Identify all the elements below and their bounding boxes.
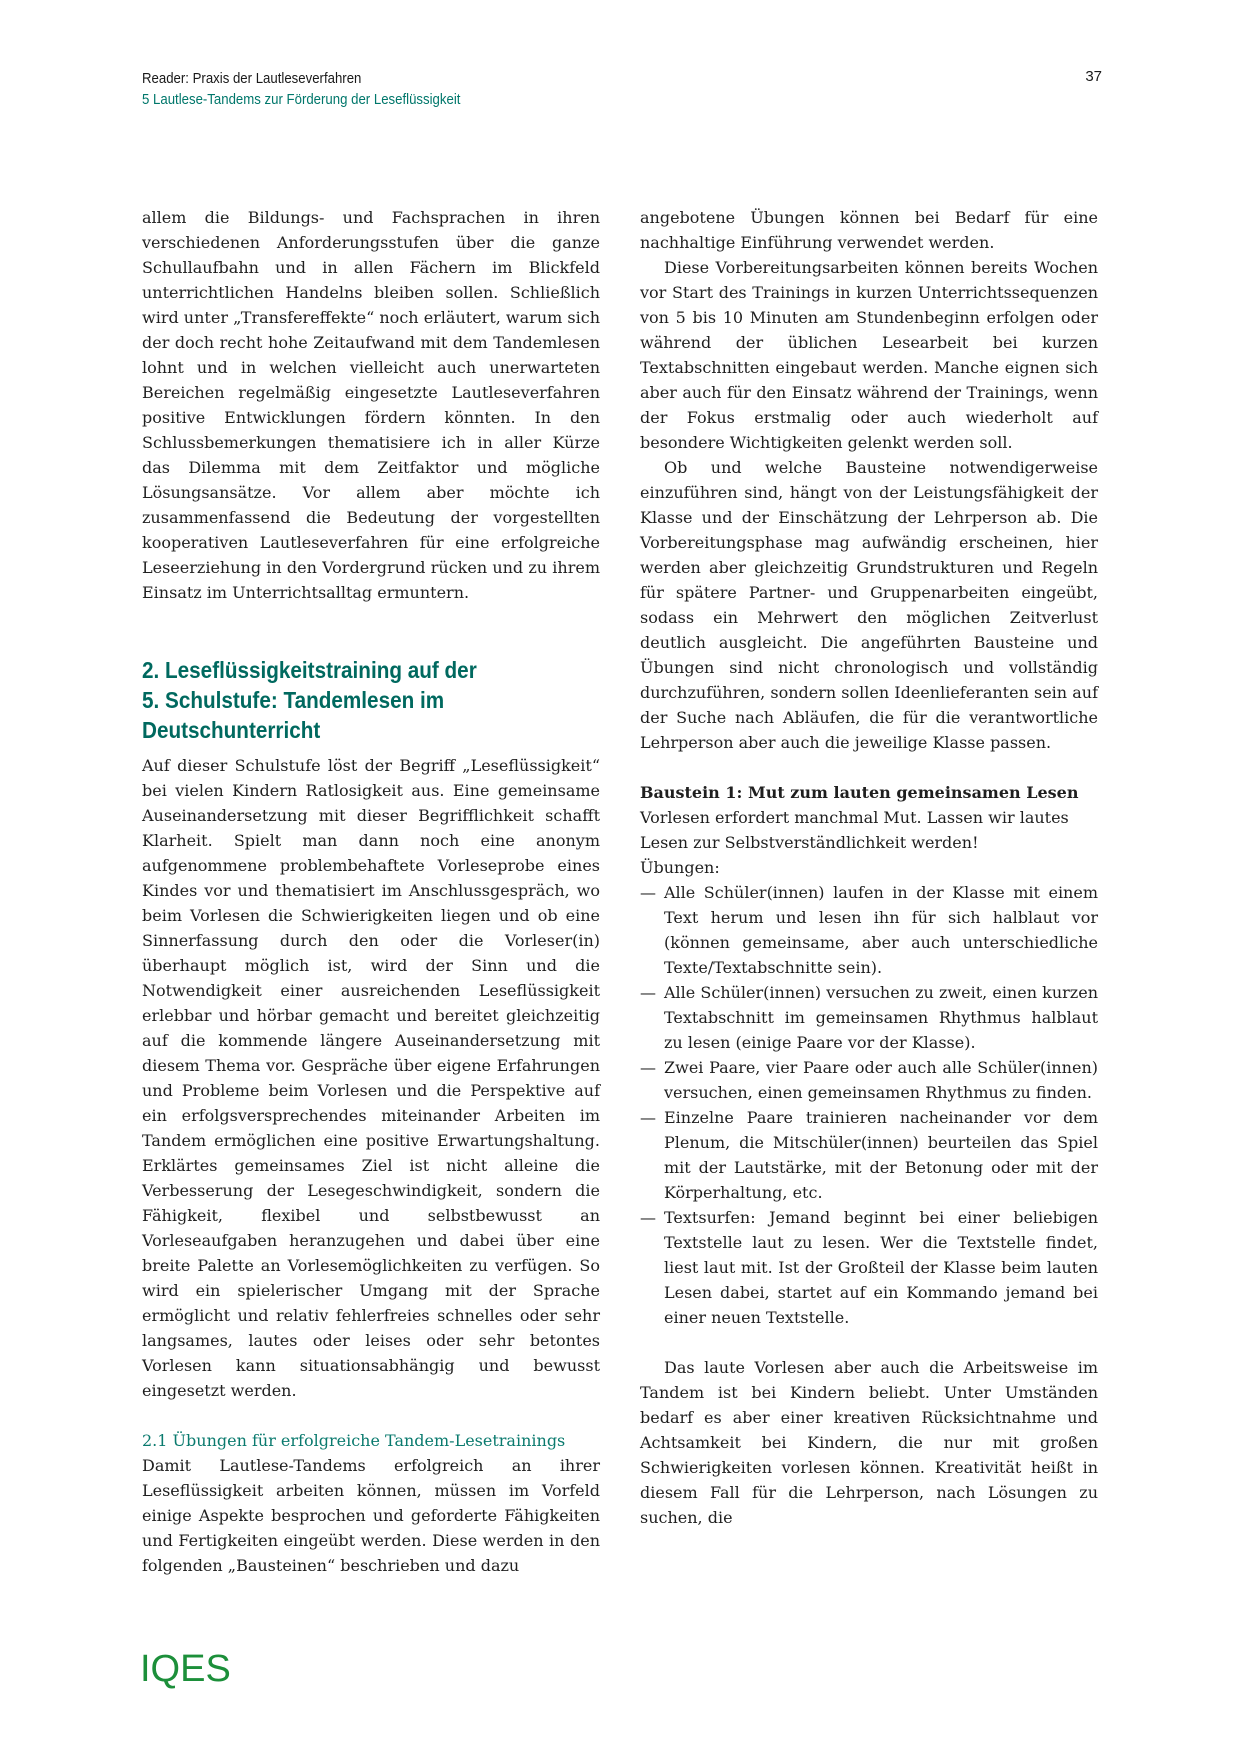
running-head-title: Reader: Praxis der Lautleseverfahren xyxy=(142,70,362,87)
subsection-heading: 2.1 Übungen für erfolgreiche Tandem-Lesetrainings xyxy=(142,1431,566,1450)
section-heading-line: 2. Leseflüssigkeitstraining auf der xyxy=(142,657,477,683)
intro-paragraph: allem die Bildungs- und Fachsprachen in ihren verschiedenen Anforderungsstufen über die ganze Schullaufbahn und in allen Fächern im Blickfeld unterrichtlichen Handelns bleiben sollen. Schließlich wird unter „Transfereffekte“ noch erläutert, warum sich der doch recht hohe Zeitaufwand mit dem Tandemlesen lohnt und in welchen vielleicht auch unerwarteten Bereichen regelmäßig eingesetzte Lautleseverfahren positive Entwicklungen fördern könnten. In den Schlussbemerkungen thematisiere ich in aller Kürze das Dilemma mit dem Zeitfaktor und mögliche Lösungsansätze. Vor allem aber möchte ich zusammenfassend die Bedeutung der vorgestellten kooperativen Lautleseverfahren für eine erfolgreiche Leseerziehung in den Vordergrund rücken und zu ihrem Einsatz im Unterrichtsalltag ermuntern. xyxy=(142,208,600,602)
exercises-label: Übungen: xyxy=(640,858,720,877)
spacer xyxy=(640,1330,1098,1355)
left-column xyxy=(142,205,600,1578)
closing-paragraph: Das laute Vorlesen aber auch die Arbeitsweise im Tandem ist bei Kindern beliebt. Unter Umständen bedarf es aber einer kreativen Rücksichtnahme und Achtsamkeit bei Kindern, die nur mit großen Schwierigkeiten vorlesen können. Kreativität heißt in diesem Fall für die Lehrperson, nach Lösungen zu suchen, die xyxy=(640,1358,1098,1527)
iqes-logo: IQES xyxy=(140,1648,231,1690)
right-column xyxy=(640,205,1098,1530)
list-item: — Alle Schüler(innen) laufen in der Klasse mit einem Text herum und lesen ihn für sich halblaut vor (können gemeinsame, aber auch unterschiedliche Texte/Textabschnitte sein). xyxy=(640,880,1098,980)
running-head-chapter: 5 Lautlese-Tandems zur Förderung der Leseflüssigkeit xyxy=(142,91,461,108)
block-heading: Baustein 1: Mut zum lauten gemeinsamen Lesen xyxy=(640,783,1079,802)
section-heading-line: Deutschunterricht xyxy=(142,717,321,743)
section-heading-line: 5. Schulstufe: Tandemlesen im xyxy=(142,687,445,713)
block-intro: Vorlesen erfordert manchmal Mut. Lassen wir lautes Lesen zur Selbstverständlichkeit werden! xyxy=(640,808,1069,852)
body-paragraph: Ob und welche Bausteine notwendigerweise einzuführen sind, hängt von der Leistungsfähigkeit der Klasse und der Einschätzung der Lehrperson ab. Die Vorbereitungsphase mag aufwändig erscheinen, hier werden aber gleichzeitig Grundstrukturen und Regeln für spätere Partner- und Gruppenarbeiten eingeübt, sodass ein Mehrwert den möglichen Zeitverlust deutlich ausgleicht. Die angeführten Bausteine und Übungen sind nicht chronologisch und vollständig durchzuführen, sondern sollen Ideenlieferanten sein auf der Suche nach Abläufen, die für die verantwortliche Lehrperson aber auch die jeweilige Klasse passen. xyxy=(640,458,1098,752)
continuation-paragraph: angebotene Übungen können bei Bedarf für eine nachhaltige Einführung verwendet werden. xyxy=(640,208,1098,252)
list-item: — Textsurfen: Jemand beginnt bei einer beliebigen Textstelle laut zu lesen. Wer die Textstelle findet, liest laut mit. Ist der Großteil der Klasse beim lauten Lesen dabei, startet auf ein Kommando jemand bei einer neuen Textstelle. xyxy=(640,1205,1098,1330)
list-item: — Einzelne Paare trainieren nacheinander vor dem Plenum, die Mitschüler(innen) beurteilen das Spiel mit der Lautstärke, mit der Betonung oder mit der Körperhaltung, etc. xyxy=(640,1105,1098,1205)
section-paragraph: Auf dieser Schulstufe löst der Begriff „Leseflüssigkeit“ bei vielen Kindern Ratlosigkeit aus. Eine gemeinsame Auseinandersetzung mit dieser Begrifflichkeit schafft Klarheit. Spielt man dann noch eine anonym aufgenommene problembehaftete Vorleseprobe eines Kindes vor und thematisiert im Anschlussgespräch, wo beim Vorlesen die Schwierigkeiten liegen und ob eine Sinnerfassung durch den oder die Vorleser(in) überhaupt möglich ist, wird der Sinn und die Notwendigkeit einer ausreichenden Leseflüssigkeit erlebbar und hörbar gemacht und bereitet gleichzeitig auf die kommende längere Auseinandersetzung mit diesem Thema vor. Gespräche über eigene Erfahrungen und Probleme beim Vorlesen und die Perspektive auf ein erfolgsversprechendes miteinander Arbeiten im Tandem ermöglichen eine positive Erwartungshaltung. Erklärtes gemeinsames Ziel ist nicht alleine die Verbesserung der Lesegeschwindigkeit, sondern die Fähigkeit, flexibel und selbstbewusst an Vorleseaufgaben heranzugehen und dabei über eine breite Palette an Vorlesemöglichkeiten zu verfügen. So wird ein spielerischer Umgang mit der Sprache ermöglicht und relativ fehlerfreies schnelles oder sehr langsames, lautes oder leises oder sehr betontes Vorlesen kann situationsabhängig und bewusst eingesetzt werden. xyxy=(142,756,600,1400)
running-head xyxy=(142,68,460,110)
subsection-paragraph: Damit Lautlese-Tandems erfolgreich an ihrer Leseflüssigkeit arbeiten können, müssen im Vorfeld einige Aspekte besprochen und geforderte Fähigkeiten und Fertigkeiten eingeübt werden. Diese werden in den folgenden „Bausteinen“ beschrieben und dazu xyxy=(142,1456,600,1575)
page-number: 37 xyxy=(1085,68,1102,85)
list-item: — Zwei Paare, vier Paare oder auch alle Schüler(innen) versuchen, einen gemeinsamen Rhythmus zu finden. xyxy=(640,1055,1098,1105)
exercise-list xyxy=(640,880,1098,1330)
body-paragraph: Diese Vorbereitungsarbeiten können bereits Wochen vor Start des Trainings in kurzen Unterrichtssequenzen von 5 bis 10 Minuten am Stundenbeginn erfolgen oder während der üblichen Lesearbeit bei kurzen Textabschnitten eingebaut werden. Manche eignen sich aber auch für den Einsatz während der Trainings, wenn der Fokus erstmalig oder auch wiederholt auf besondere Wichtigkeiten gelenkt werden soll. xyxy=(640,258,1098,452)
list-item: — Alle Schüler(innen) versuchen zu zweit, einen kurzen Textabschnitt im gemeinsamen Rhythmus halblaut zu lesen (einige Paare vor der Klasse). xyxy=(640,980,1098,1055)
section-heading xyxy=(142,655,592,745)
